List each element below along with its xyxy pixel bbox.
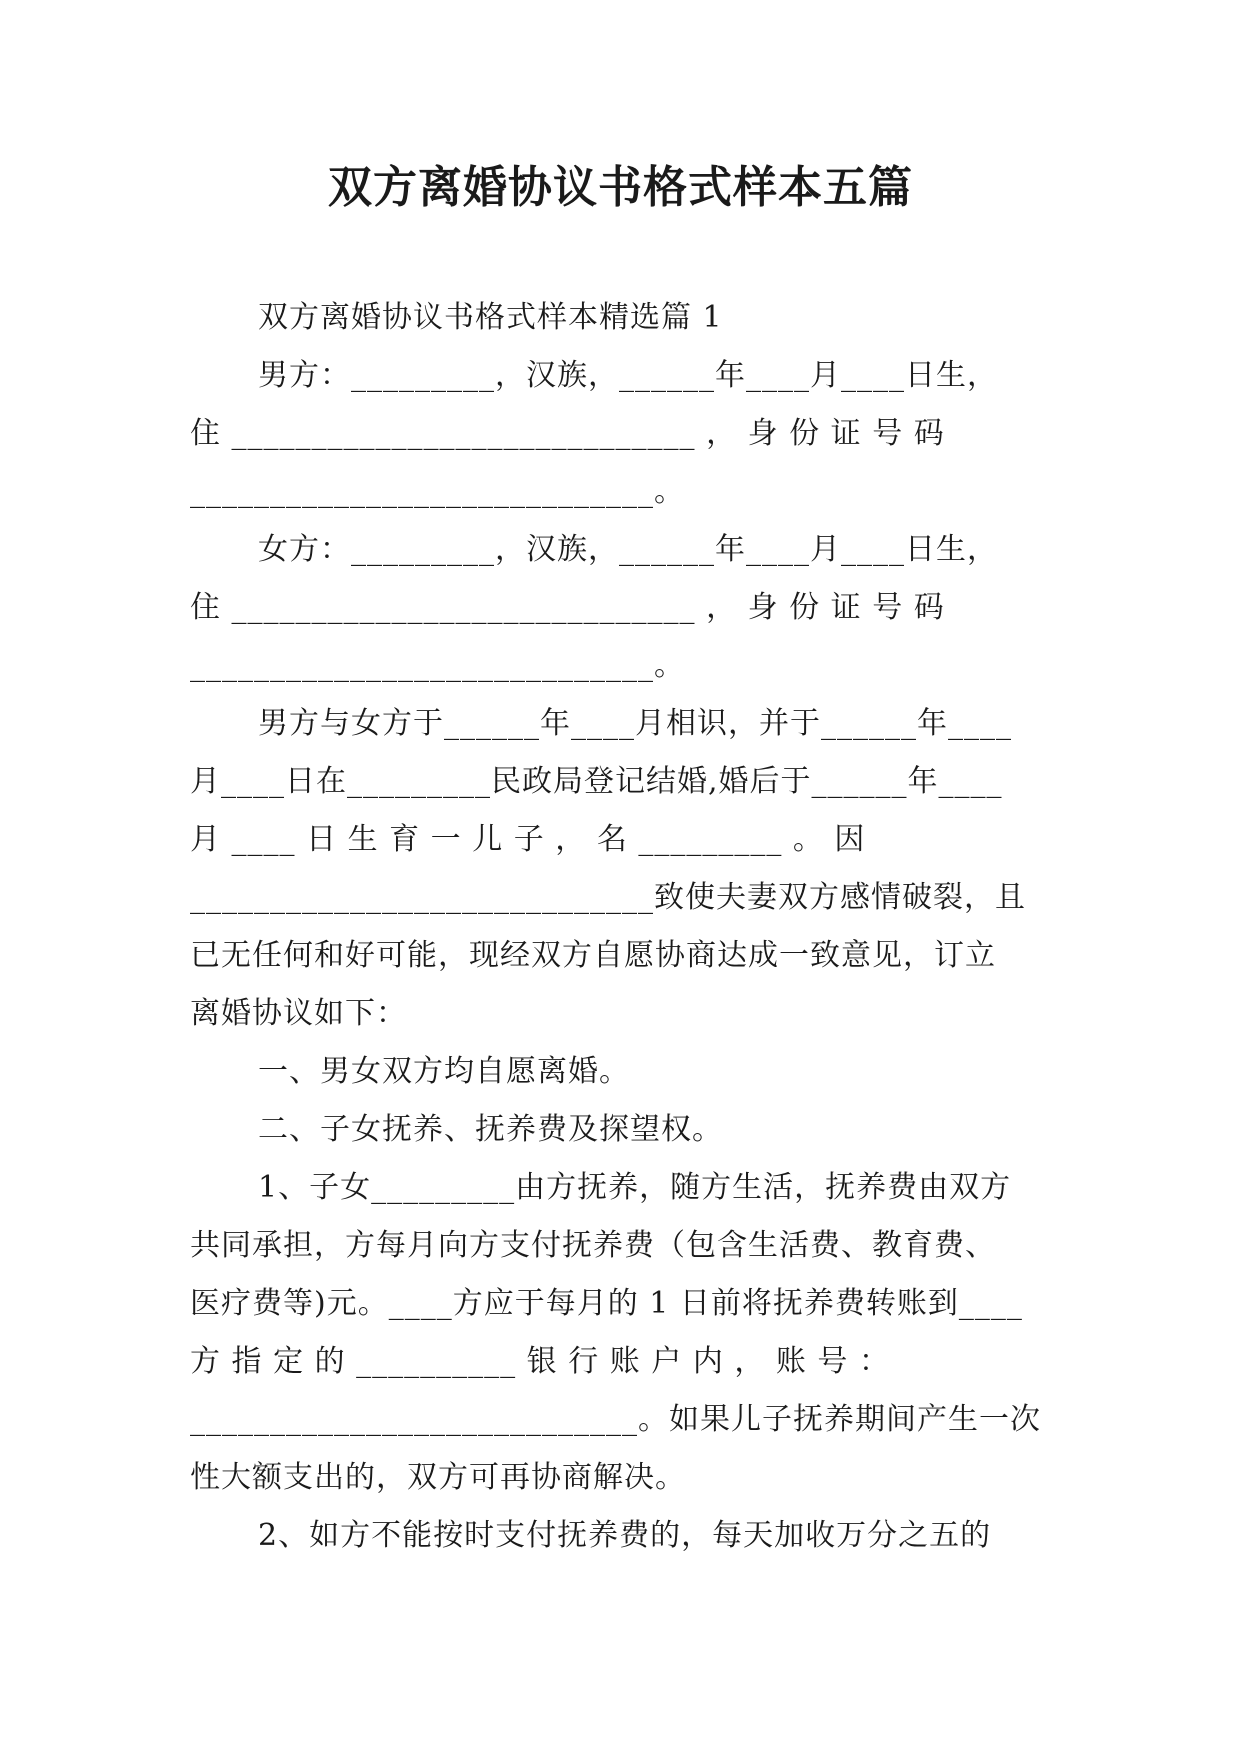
paragraph-line: 女方：_________，汉族，______年____月____日生，: [258, 532, 998, 567]
paragraph-line: 月____日在_________民政局登记结婚,婚后于______年____: [190, 764, 1003, 799]
paragraph-line: _____________________________致使夫妻双方感情破裂，且: [190, 880, 1026, 915]
paragraph-line: 月 ____ 日 生 育 一 儿 子 ， 名 _________ 。 因: [190, 822, 866, 857]
paragraph-line: 已无任何和好可能，现经双方自愿协商达成一致意见，订立: [190, 938, 996, 973]
clause-line: 二、子女抚养、抚养费及探望权。: [258, 1112, 723, 1147]
paragraph-line: _____________________________。: [190, 648, 685, 683]
paragraph-line: 性大额支出的，双方可再协商解决。: [190, 1460, 686, 1495]
paragraph-line: 医疗费等)元。____方应于每月的 1 日前将抚养费转账到____: [190, 1286, 1023, 1321]
paragraph-line: 1、子女_________由方抚养，随方生活，抚养费由双方: [258, 1170, 1012, 1205]
paragraph-line: 住 _____________________________ ， 身 份 证 号 码: [190, 590, 945, 625]
paragraph-line: 住 _____________________________ ， 身 份 证 号 码: [190, 416, 945, 451]
paragraph-line: 男方与女方于______年____月相识，并于______年____: [258, 706, 1012, 741]
paragraph-line: ____________________________。如果儿子抚养期间产生一次: [190, 1402, 1041, 1437]
clause-line: 一、男女双方均自愿离婚。: [258, 1054, 630, 1089]
paragraph-line: 共同承担，方每月向方支付抚养费（包含生活费、教育费、: [190, 1228, 996, 1263]
section-heading: 双方离婚协议书格式样本精选篇 1: [258, 300, 723, 335]
paragraph-line: 离婚协议如下：: [190, 996, 407, 1031]
document-title: 双方离婚协议书格式样本五篇: [328, 162, 913, 213]
paragraph-line: _____________________________。: [190, 474, 685, 509]
paragraph-line: 方 指 定 的 __________ 银 行 账 户 内 ， 账 号 ：: [190, 1344, 890, 1379]
paragraph-line: 2、如方不能按时支付抚养费的，每天加收万分之五的: [258, 1518, 992, 1553]
paragraph-line: 男方：_________，汉族，______年____月____日生，: [258, 358, 998, 393]
